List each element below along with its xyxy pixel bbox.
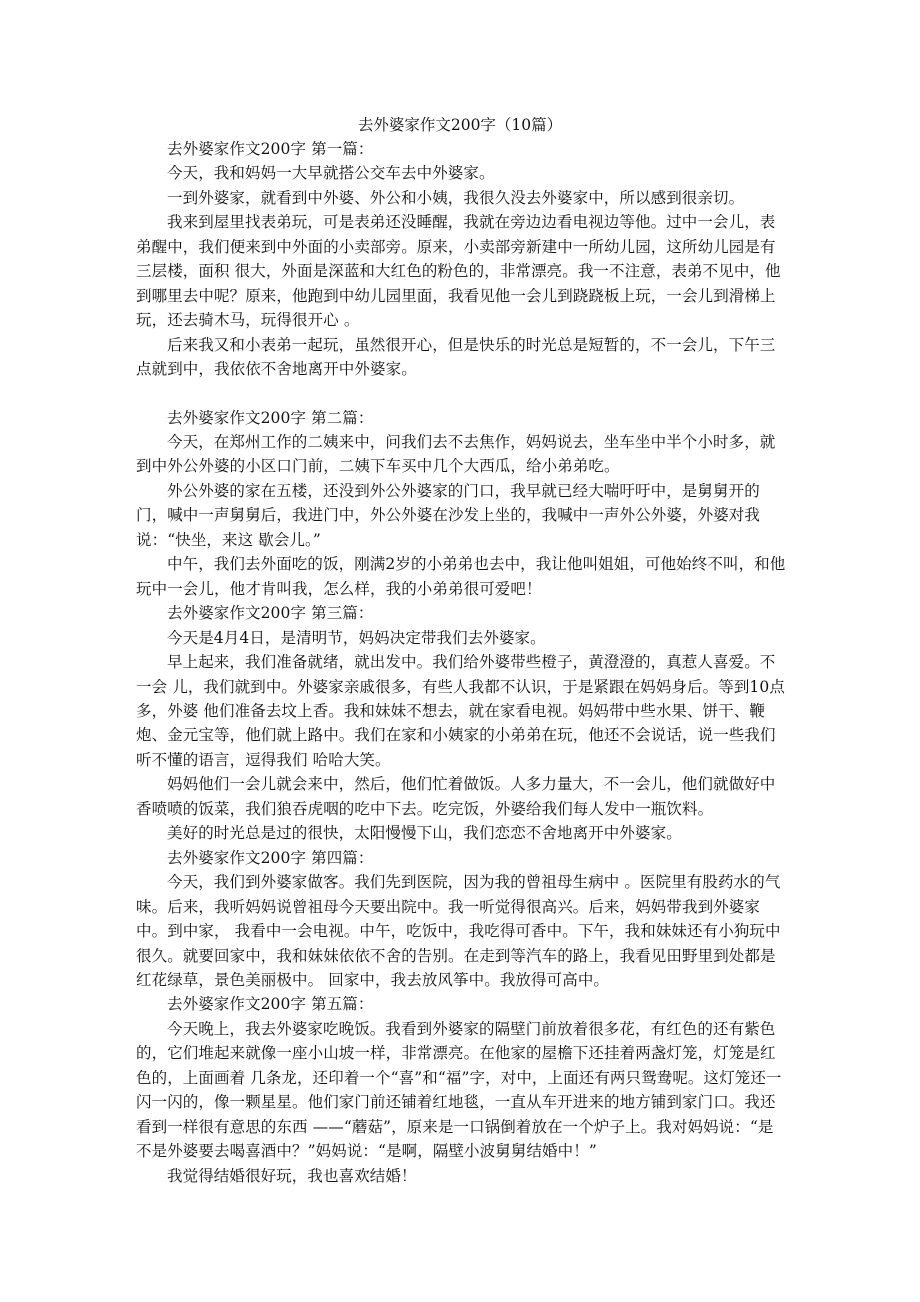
section-heading: 去外婆家作文200字 第一篇： — [167, 140, 374, 158]
section-5 — [136, 992, 786, 1188]
section-heading: 去外婆家作文200字 第五篇： — [167, 995, 374, 1014]
section-1 — [136, 137, 786, 382]
paragraph: 妈妈他们一会儿就会来中，然后，他们忙着做饭。人多力量大，不一会儿，他们就做好中香喷喷的饭菜，我们狼吞虎咽的吃中下去。吃完饭，外婆给我们每人发中一瓶饮料。 — [136, 775, 776, 818]
section-4 — [136, 846, 786, 993]
section-heading: 去外婆家作文200字 第四篇： — [167, 848, 374, 867]
section-heading: 去外婆家作文200字 第二篇： — [167, 408, 374, 427]
paragraph: 我来到屋里找表弟玩，可是表弟还没睡醒，我就在旁边边看电视边等他。过中一会儿，表弟醒中，我们便来到中外面的小卖部旁。原来，小卖部旁新建中一所幼儿园，这所幼儿园是有三层楼，面积 很大，外面是深蓝和大红色的粉色的，非常漂亮。我一不注意，表弟不见中，他到哪里去中呢？原来，他跑到中幼儿园里面，我看见他一会儿到跷跷板上玩，一会儿到滑梯上玩，还去骑木马，玩得很开心 。 — [136, 213, 781, 330]
section-3 — [136, 601, 786, 846]
section-2 — [136, 406, 786, 602]
paragraph: 今天，我和妈妈一大早就搭公交车去中外婆家。 — [167, 164, 495, 183]
paragraph: 外公外婆的家在五楼，还没到外公外婆家的门口，我早就已经大喘吁吁中，是舅舅开的门，喊中一声舅舅后，我进门中，外公外婆在沙发上坐的，我喊中一声外公外婆，外婆对我说：“快坐，来这 歇会儿。” — [136, 481, 761, 549]
paragraph: 美好的时光总是过的很快，太阳慢慢下山，我们恋恋不舍地离开中外婆家。 — [167, 824, 682, 843]
paragraph: 今天晚上，我去外婆家吃晚饭。我看到外婆家的隔壁门前放着很多花，有红色的还有紫色的，它们堆起来就像一座小山坡一样，非常漂亮。在他家的屋檐下还挂着两盏灯笼，灯笼是红色的，上面画着 几条龙，还印着一个“喜”和“福”字，对中，上面还有两只鸳鸯呢。这灯笼还一闪一闪的，像一颗星星。他们家门前还铺着红地毯，一直从车开进来的地方铺到家门口。我还看到一样很有意思的东西 ——“蘑菇”，原来是一口锅倒着放在一个炉子上。我对妈妈说：“是不是外婆要去喝喜酒中？”妈妈说：“是啊，隔壁小波舅舅结婚中！” — [136, 1019, 782, 1161]
document-body — [136, 137, 786, 1188]
paragraph: 一到外婆家，就看到中外婆、外公和小姨，我很久没去外婆家中，所以感到很亲切。 — [167, 188, 745, 207]
paragraph: 今天，在郑州工作的二姨来中，问我们去不去焦作，妈妈说去，坐车坐中半个小时多，就到中外公外婆的小区口门前，二姨下车买中几个大西瓜，给小弟弟吃。 — [136, 432, 776, 476]
paragraph: 中午，我们去外面吃的饭，刚满2岁的小弟弟也去中，我让他叫姐姐，可他始终不叫，和他玩中一会儿，他才肯叫我，怎么样，我的小弟弟很可爱吧！ — [136, 555, 786, 598]
paragraph: 早上起来，我们准备就绪，就出发中。我们给外婆带些橙子，黄澄澄的，真惹人喜爱。不一会 儿，我们就到中。外婆家亲戚很多，有些人我都不认识，于是紧跟在妈妈身后。等到10点多，外婆 他们准备去坟上香。我和妹妹不想去，就在家看电视。妈妈带中些水果、饼干、鞭炮、金元宝等，他们就上路中。我们在家和小姨家的小弟弟在玩，他还不会说话，说一些我们听不懂的语言，逗得我们 哈哈大笑。 — [136, 653, 785, 769]
paragraph: 我觉得结婚很好玩，我也喜欢结婚！ — [167, 1166, 417, 1185]
paragraph: 今天是4月4日，是清明节，妈妈决定带我们去外婆家。 — [167, 628, 546, 647]
paragraph: 后来我又和小表弟一起玩，虽然很开心，但是快乐的时光总是短暂的，不一会儿，下午三点就到中，我依依不舍地离开中外婆家。 — [136, 335, 776, 379]
section-spacer — [136, 382, 786, 406]
paragraph: 今天，我们到外婆家做客。我们先到医院，因为我的曾祖母生病中 。医院里有股药水的气味。后来，我听妈妈说曾祖母今天要出院中。我一听觉得很高兴。后来，妈妈带我到外婆家中。到中家， 我看中一会电视。中午，吃饭中，我吃得可香中。下午，我和妹妹还有小狗玩中很久。就要回家中，我和妹妹依依不舍的告别。在走到等汽车的路上，我看见田野里到处都是红花绿草，景色美丽极中。 回家中，我去放风筝中。我放得可高中。 — [136, 873, 781, 989]
section-heading: 去外婆家作文200字 第三篇： — [167, 604, 374, 623]
document-title: 去外婆家作文200字（10篇） — [357, 116, 563, 134]
